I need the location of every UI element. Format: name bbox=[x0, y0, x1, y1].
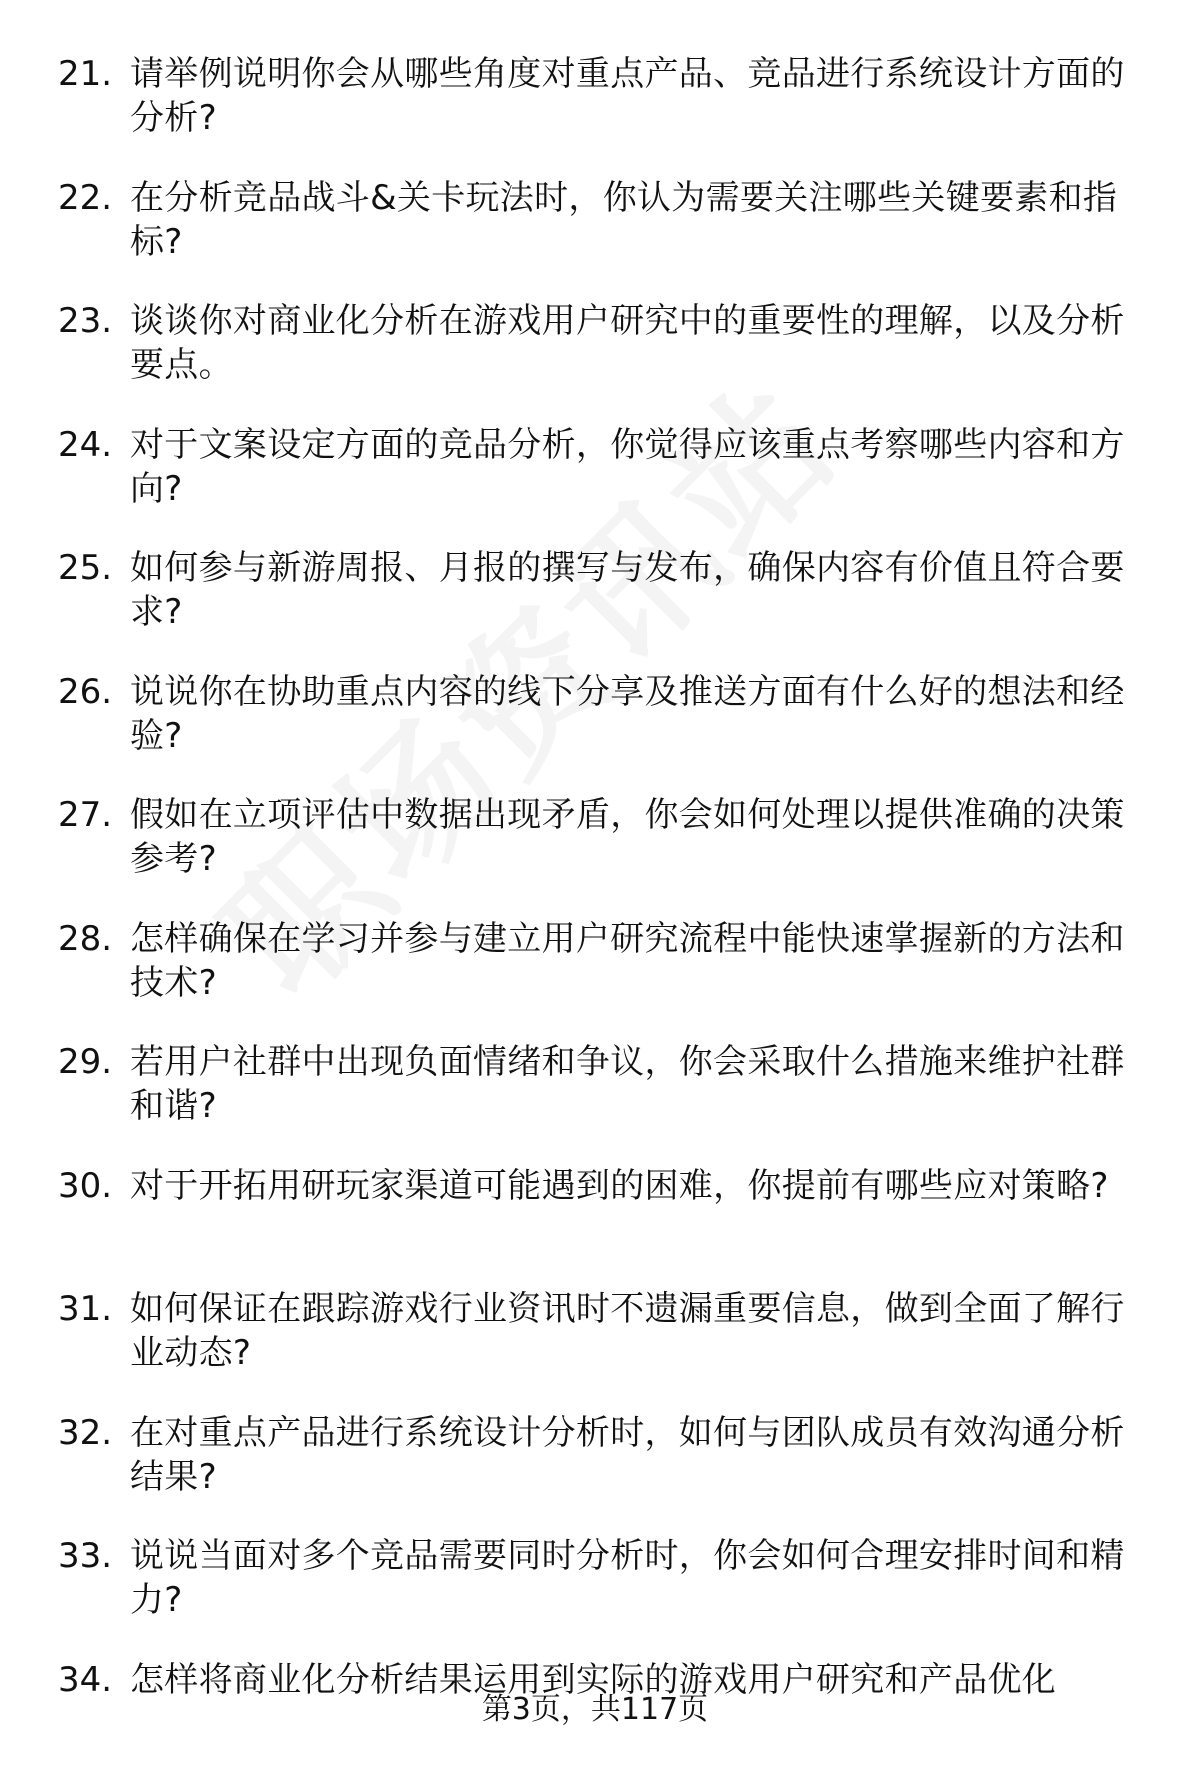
question-text: 说说你在协助重点内容的线下分享及推送方面有什么好的想法和经验? bbox=[130, 670, 1150, 758]
question-item bbox=[58, 917, 1150, 1041]
question-text: 请举例说明你会从哪些角度对重点产品、竞品进行系统设计方面的分析? bbox=[130, 52, 1150, 140]
question-list bbox=[58, 52, 1150, 1781]
question-item bbox=[58, 52, 1150, 176]
question-text: 在对重点产品进行系统设计分析时，如何与团队成员有效沟通分析结果? bbox=[130, 1411, 1150, 1499]
question-item bbox=[58, 546, 1150, 670]
question-text: 说说当面对多个竞品需要同时分析时，你会如何合理安排时间和精力? bbox=[130, 1534, 1150, 1622]
page-number-footer: 第3页，共117页 bbox=[0, 1690, 1190, 1730]
question-item bbox=[58, 793, 1150, 917]
question-number: 30. bbox=[58, 1164, 130, 1208]
question-item bbox=[58, 1040, 1150, 1164]
question-item bbox=[58, 176, 1150, 300]
question-text: 对于开拓用研玩家渠道可能遇到的困难，你提前有哪些应对策略? bbox=[130, 1164, 1150, 1208]
question-item bbox=[58, 1534, 1150, 1658]
question-item bbox=[58, 1164, 1150, 1288]
question-item bbox=[58, 1411, 1150, 1535]
question-number: 31. bbox=[58, 1287, 130, 1331]
question-text: 对于文案设定方面的竞品分析，你觉得应该重点考察哪些内容和方向? bbox=[130, 423, 1150, 511]
question-text: 如何参与新游周报、月报的撰写与发布，确保内容有价值且符合要求? bbox=[130, 546, 1150, 634]
question-text: 怎样确保在学习并参与建立用户研究流程中能快速掌握新的方法和技术? bbox=[130, 917, 1150, 1005]
question-number: 29. bbox=[58, 1040, 130, 1084]
question-text: 如何保证在跟踪游戏行业资讯时不遗漏重要信息，做到全面了解行业动态? bbox=[130, 1287, 1150, 1375]
question-number: 24. bbox=[58, 423, 130, 467]
question-number: 25. bbox=[58, 546, 130, 590]
question-number: 28. bbox=[58, 917, 130, 961]
question-number: 22. bbox=[58, 176, 130, 220]
question-item bbox=[58, 1287, 1150, 1411]
question-item bbox=[58, 423, 1150, 547]
question-item bbox=[58, 299, 1150, 423]
question-text: 在分析竞品战斗&关卡玩法时，你认为需要关注哪些关键要素和指标? bbox=[130, 176, 1150, 264]
question-number: 21. bbox=[58, 52, 130, 96]
question-number: 32. bbox=[58, 1411, 130, 1455]
question-number: 23. bbox=[58, 299, 130, 343]
question-text: 若用户社群中出现负面情绪和争议，你会采取什么措施来维护社群和谐? bbox=[130, 1040, 1150, 1128]
question-number: 27. bbox=[58, 793, 130, 837]
question-number: 26. bbox=[58, 670, 130, 714]
question-text: 假如在立项评估中数据出现矛盾，你会如何处理以提供准确的决策参考? bbox=[130, 793, 1150, 881]
question-number: 33. bbox=[58, 1534, 130, 1578]
question-item bbox=[58, 670, 1150, 794]
question-text: 怎样将商业化分析结果运用到实际的游戏用户研究和产品优化 bbox=[130, 1658, 1150, 1702]
question-number: 34. bbox=[58, 1658, 130, 1702]
question-text: 谈谈你对商业化分析在游戏用户研究中的重要性的理解，以及分析要点。 bbox=[130, 299, 1150, 387]
